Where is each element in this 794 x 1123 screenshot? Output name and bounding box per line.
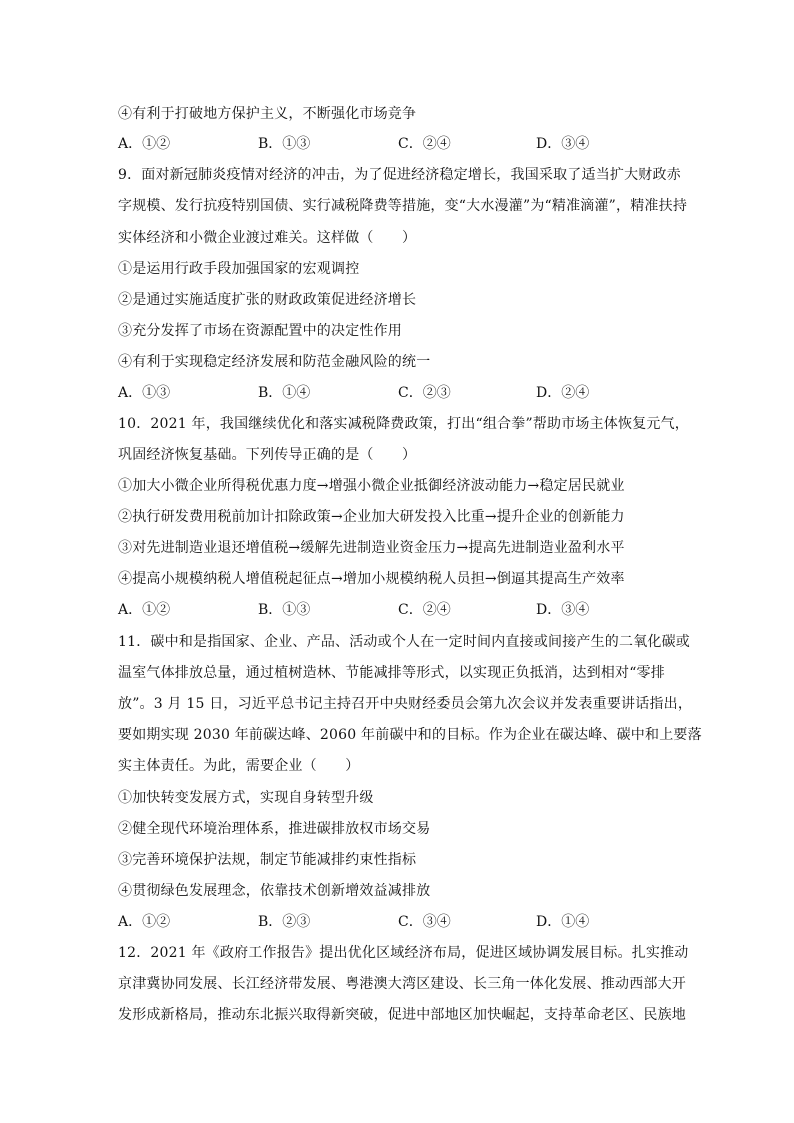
q8-option-a: A．①② <box>118 136 171 152</box>
q11-option-d: D．①④ <box>536 914 590 930</box>
q8-option-c: C．②④ <box>398 136 451 152</box>
q9-statement-4: ④有利于实现稳定经济发展和防范金融风险的统一 <box>118 354 431 370</box>
q9-statement-2: ②是通过实施适度扩张的财政政策促进经济增长 <box>118 292 417 308</box>
q11-option-c: C．③④ <box>398 914 451 930</box>
q10-stem-line-1: 10．2021 年，我国继续优化和落实减税降费政策，打出“组合拳”帮助市场主体恢复元气， <box>118 416 690 432</box>
q10-options <box>118 600 718 620</box>
q10-option-c: C．②④ <box>398 602 451 618</box>
q12-stem-line-1: 12．2021 年《政府工作报告》提出优化区域经济布局，促进区域协调发展目标。扎实推动 <box>118 945 689 961</box>
q11-options <box>118 912 718 932</box>
q9-stem-line-1: 9．面对新冠肺炎疫情对经济的冲击，为了促进经济稳定增长，我国采取了适当扩大财政赤 <box>118 167 681 183</box>
q9-option-d: D．②④ <box>536 385 590 401</box>
q11-statement-2: ②健全现代环境治理体系，推进碳排放权市场交易 <box>118 821 431 837</box>
q11-statement-1: ①加快转变发展方式，实现自身转型升级 <box>118 790 374 806</box>
q10-statement-2: ②执行研发费用税前加计扣除政策→企业加大研发投入比重→提升企业的创新能力 <box>118 509 625 525</box>
q10-option-b: B．①③ <box>258 602 311 618</box>
q8-options <box>118 134 718 154</box>
q12-stem-line-3: 发形成新格局，推动东北振兴取得新突破，促进中部地区加快崛起，支持革命老区、民族地 <box>118 1007 686 1023</box>
q11-option-a: A．①② <box>118 914 171 930</box>
q11-statement-4: ④贯彻绿色发展理念，依靠技术创新增效益减排放 <box>118 883 431 899</box>
q8-statement-4: ④有利于打破地方保护主义，不断强化市场竞争 <box>118 106 417 122</box>
q10-stem-line-2: 巩固经济恢复基础。下列传导正确的是（ ） <box>118 447 417 463</box>
q11-stem-line-4: 要如期实现 2030 年前碳达峰、2060 年前碳中和的目标。作为企业在碳达峰、碳中和上要落 <box>118 727 702 743</box>
q11-stem-line-5: 实主体责任。为此，需要企业（ ） <box>118 758 360 774</box>
q9-option-c: C．②③ <box>398 385 451 401</box>
q10-statement-1: ①加大小微企业所得税优惠力度→增强小微企业抵御经济波动能力→稳定居民就业 <box>118 478 625 494</box>
q11-stem-line-2: 温室气体排放总量，通过植树造林、节能减排等形式，以实现正负抵消，达到相对“零排 <box>118 665 665 681</box>
q8-option-b: B．①③ <box>258 136 311 152</box>
q9-options <box>118 383 718 403</box>
q11-option-b: B．②③ <box>258 914 311 930</box>
q9-option-a: A．①③ <box>118 385 171 401</box>
q10-statement-4: ④提高小规模纳税人增值税起征点→增加小规模纳税人员担→倒逼其提高生产效率 <box>118 571 625 587</box>
q10-option-a: A．①② <box>118 602 171 618</box>
q10-option-d: D．③④ <box>536 602 590 618</box>
q11-stem-line-1: 11．碳中和是指国家、企业、产品、活动或个人在一定时间内直接或间接产生的二氧化碳或 <box>118 634 691 650</box>
q9-stem-line-2: 字规模、发行抗疫特别国债、实行减税降费等措施，变“大水漫灌”为“精准滴灌”，精准扶持 <box>118 198 688 214</box>
q11-stem-line-3: 放”。3 月 15 日，习近平总书记主持召开中央财经委员会第九次会议并发表重要讲话指出， <box>118 696 693 712</box>
q11-statement-3: ③完善环境保护法规，制定节能减排约束性指标 <box>118 852 417 868</box>
q9-statement-3: ③充分发挥了市场在资源配置中的决定性作用 <box>118 323 402 339</box>
q10-statement-3: ③对先进制造业退还增值税→缓解先进制造业资金压力→提高先进制造业盈利水平 <box>118 540 625 556</box>
q9-statement-1: ①是运用行政手段加强国家的宏观调控 <box>118 261 360 277</box>
q9-option-b: B．①④ <box>258 385 311 401</box>
q12-stem-line-2: 京津冀协同发展、长江经济带发展、粤港澳大湾区建设、长三角一体化发展、推动西部大开 <box>118 976 686 992</box>
q9-stem-line-3: 实体经济和小微企业渡过难关。这样做（ ） <box>118 230 417 246</box>
q8-option-d: D．③④ <box>536 136 590 152</box>
